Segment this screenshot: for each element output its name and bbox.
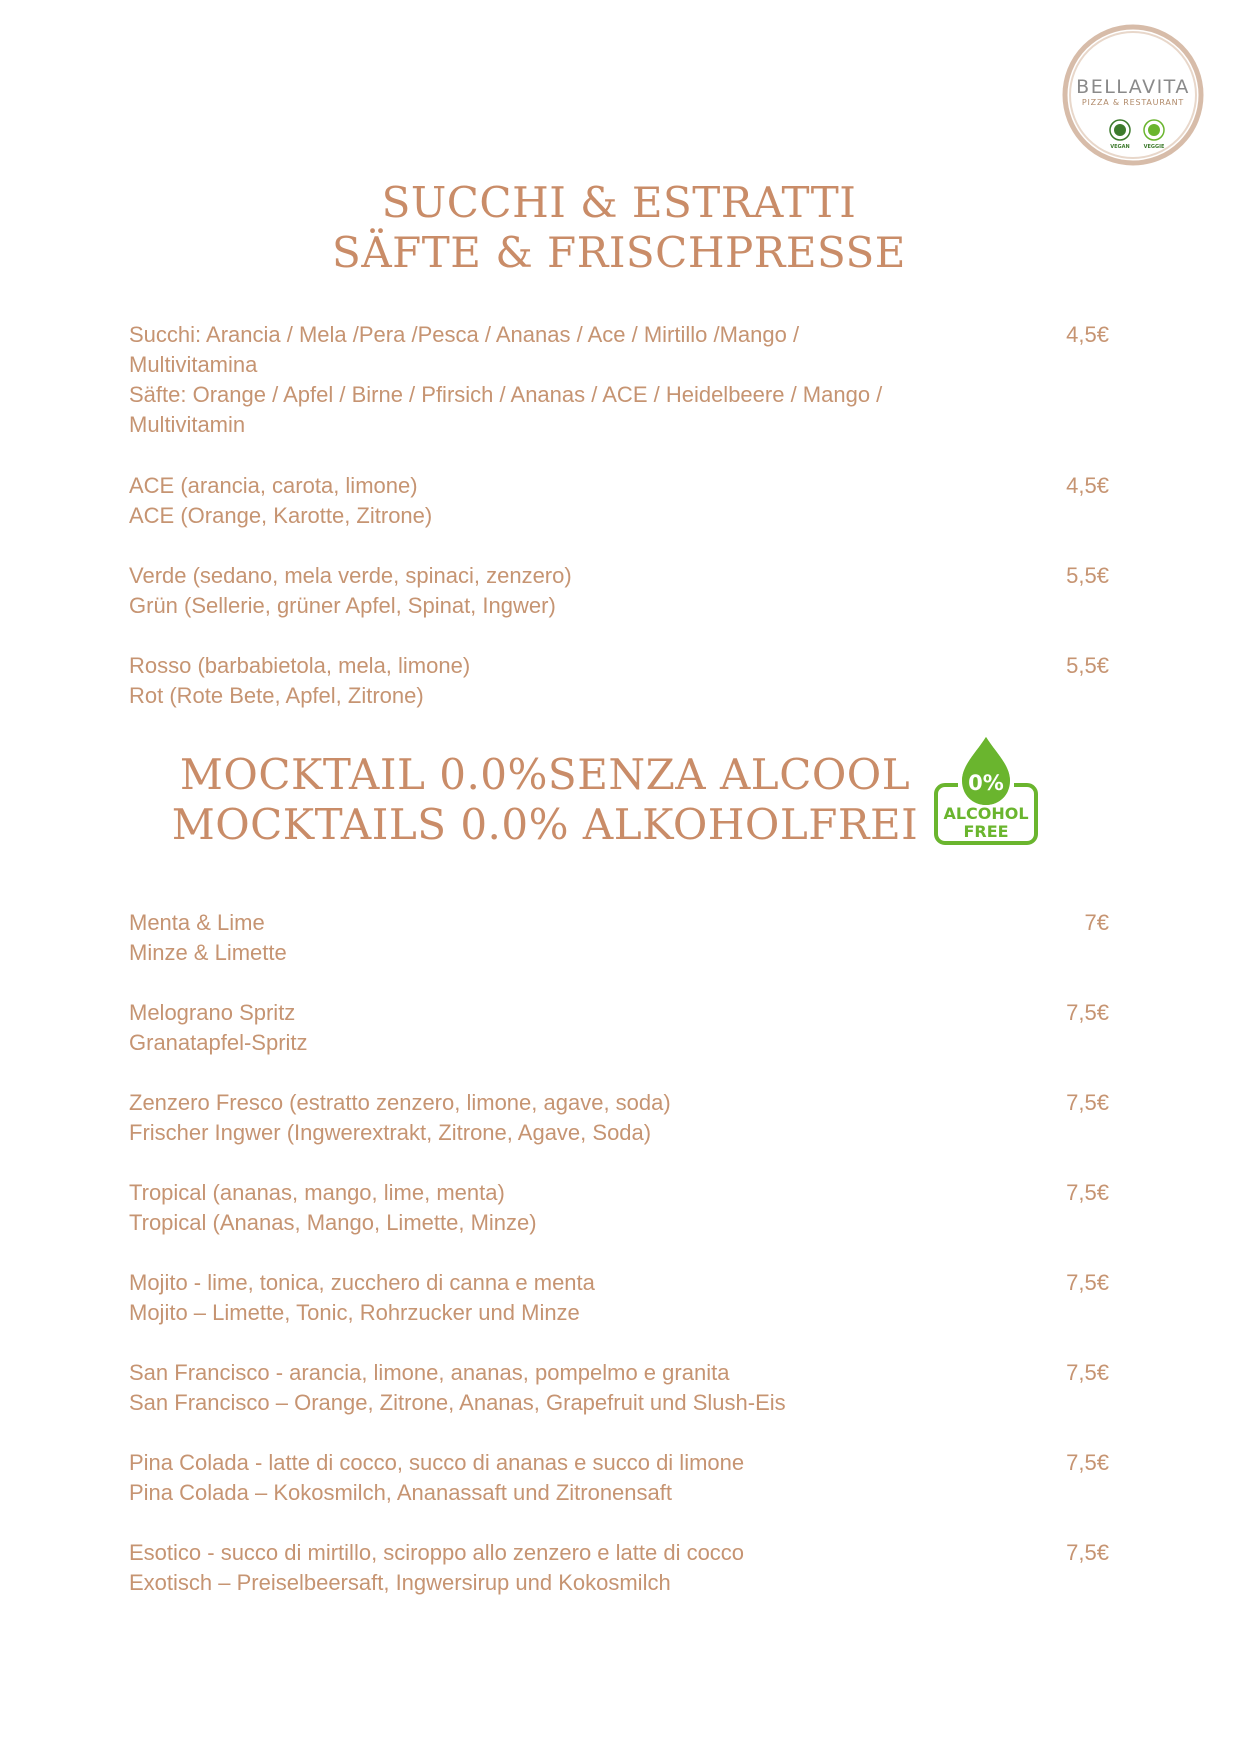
menu-item-verde (129, 561, 1109, 621)
item-line: Granatapfel-Spritz (129, 1030, 308, 1055)
section-mocktail-title-it: MOCKTAIL 0.0%SENZA ALCOOL (179, 750, 911, 799)
item-line: San Francisco - arancia, limone, ananas, pompelmo e granita (129, 1360, 730, 1385)
section-juices-title-it: SUCCHI & ESTRATTI (381, 178, 857, 227)
vegan-badge-label: VEGAN (1110, 144, 1130, 150)
restaurant-logo (1058, 20, 1208, 170)
menu-item-tropical (129, 1178, 1109, 1238)
menu-item-mojito (129, 1268, 1109, 1328)
item-line: Minze & Limette (129, 940, 287, 965)
item-line: Rosso (barbabietola, mela, limone) (129, 653, 471, 678)
menu-item-pina-colada (129, 1448, 1109, 1508)
veggie-badge-label: VEGGIE (1143, 144, 1165, 150)
item-line: Tropical (Ananas, Mango, Limette, Minze) (129, 1210, 537, 1235)
logo-name: BELLAVITA (1076, 76, 1190, 98)
badge-line1: ALCOHOL (943, 804, 1029, 823)
alcohol-free-icon (932, 735, 1040, 847)
badge-percent-visible: 0% (968, 771, 1004, 795)
item-price: 7,5€ (1066, 1090, 1109, 1115)
item-price: 7,5€ (1066, 1450, 1109, 1475)
menu-item-san-francisco (129, 1358, 1109, 1418)
section-mocktail-title-de: MOCKTAILS 0.0% ALKOHOLFREI (171, 800, 919, 849)
menu-item-zenzero (129, 1088, 1109, 1148)
menu-item-esotico (129, 1538, 1109, 1598)
item-price: 7,5€ (1066, 1360, 1109, 1385)
menu-item-ace (129, 471, 1109, 531)
menu-item-melograno (129, 998, 1109, 1058)
logo-subtitle: PIZZA & RESTAURANT (1081, 98, 1185, 107)
item-line: Succhi: Arancia / Mela /Pera /Pesca / Ananas / Ace / Mirtillo /Mango / (129, 322, 800, 347)
item-line: Verde (sedano, mela verde, spinaci, zenzero) (129, 563, 572, 588)
item-line: Menta & Lime (129, 910, 265, 935)
item-price: 5,5€ (1066, 563, 1109, 588)
item-price: 7,5€ (1066, 1540, 1109, 1565)
item-line: Grün (Sellerie, grüner Apfel, Spinat, Ingwer) (129, 593, 556, 618)
item-line: ACE (arancia, carota, limone) (129, 473, 418, 498)
item-line: Pina Colada - latte di cocco, succo di ananas e succo di limone (129, 1450, 745, 1475)
item-price: 7,5€ (1066, 1270, 1109, 1295)
item-line: Esotico - succo di mirtillo, sciroppo allo zenzero e latte di cocco (129, 1540, 745, 1565)
item-line: Zenzero Fresco (estratto zenzero, limone, agave, soda) (129, 1090, 671, 1115)
menu-item-rosso (129, 651, 1109, 711)
item-line: Tropical (ananas, mango, lime, menta) (129, 1180, 505, 1205)
item-line: ACE (Orange, Karotte, Zitrone) (129, 503, 433, 528)
item-line: Multivitamin (129, 412, 246, 437)
item-price: 7,5€ (1066, 1000, 1109, 1025)
item-line: Pina Colada – Kokosmilch, Ananassaft und Zitronensaft (129, 1480, 672, 1505)
item-price: 7€ (1084, 910, 1109, 935)
section-mocktail-title (0, 750, 1090, 850)
item-price: 4,5€ (1066, 322, 1109, 347)
item-line: Melograno Spritz (129, 1000, 296, 1025)
badge-line2: FREE (963, 822, 1009, 841)
item-line: Exotisch – Preiselbeersaft, Ingwersirup und Kokosmilch (129, 1570, 671, 1595)
item-price: 7,5€ (1066, 1180, 1109, 1205)
item-line: Rot (Rote Bete, Apfel, Zitrone) (129, 683, 424, 708)
item-line: San Francisco – Orange, Zitrone, Ananas, Grapefruit und Slush-Eis (129, 1390, 786, 1415)
item-price: 5,5€ (1066, 653, 1109, 678)
item-line: Frischer Ingwer (Ingwerextrakt, Zitrone, Agave, Soda) (129, 1120, 652, 1145)
item-line: Multivitamina (129, 352, 258, 377)
section-juices-title (0, 178, 1238, 278)
item-price: 4,5€ (1066, 473, 1109, 498)
item-line: Mojito - lime, tonica, zucchero di canna e menta (129, 1270, 595, 1295)
item-line: Mojito – Limette, Tonic, Rohrzucker und Minze (129, 1300, 580, 1325)
alcohol-free-badge (932, 735, 1040, 847)
section-juices-title-de: SÄFTE & FRISCHPRESSE (332, 228, 906, 277)
menu-item-menta-lime (129, 908, 1109, 968)
menu-item-succhi (129, 320, 1109, 440)
item-line: Säfte: Orange / Apfel / Birne / Pfirsich / Ananas / ACE / Heidelbeere / Mango / (129, 382, 883, 407)
